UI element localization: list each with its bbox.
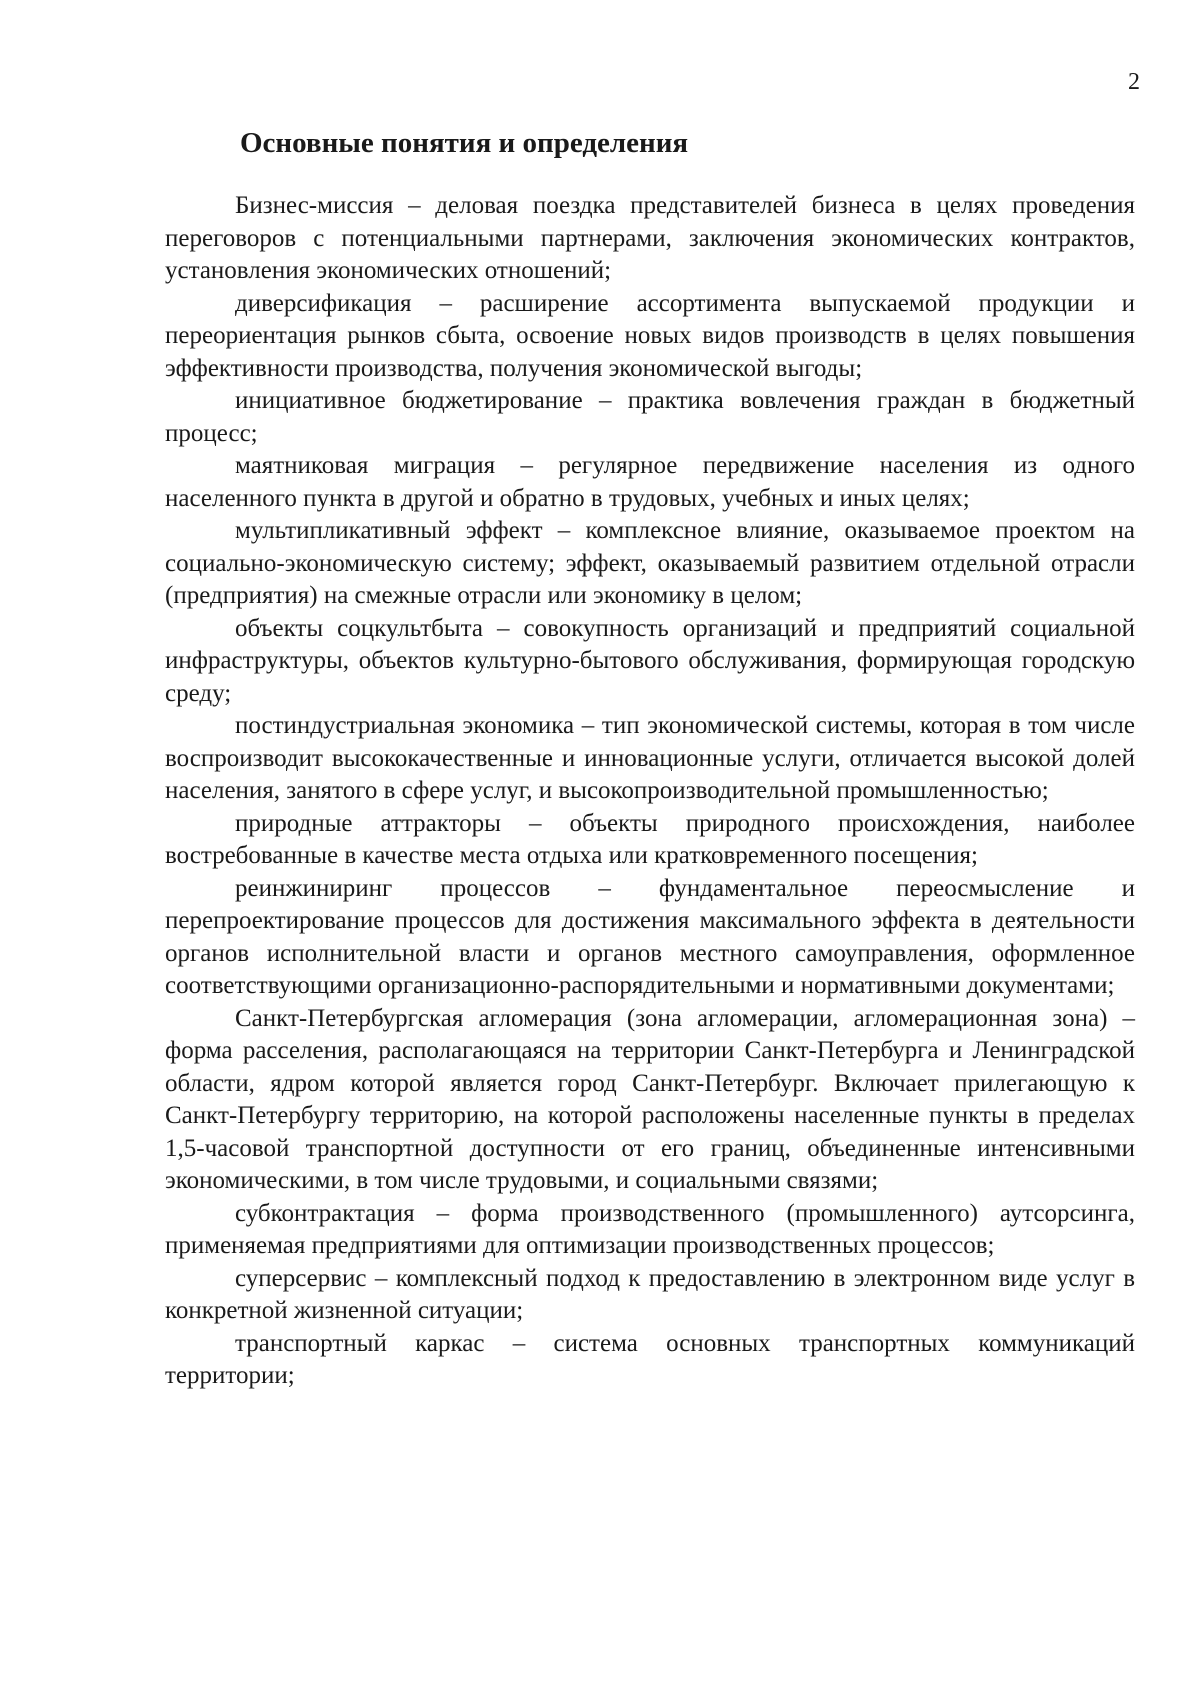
definition-spb-agglomeration: Санкт-Петербургская агломерация (зона агломерации, агломерационная зона) – форма расселения, располагающаяся на территории Санкт-Петербурга и Ленинградской области, ядром которой является город Санкт-Петербург. Включает прилегающую к Санкт-Петербургу территорию, на которой расположены населенные пункты в пределах 1,5-часовой транспортной доступности от его границ, объединенные интенсивными экономическими, в том числе трудовыми, и социальными связями; <box>165 1004 1135 1194</box>
definition-social-cultural-facilities: объекты соцкультбыта – совокупность организаций и предприятий социальной инфраструктуры, объектов культурно-бытового обслуживания, формирующая городскую среду; <box>165 614 1135 707</box>
page-number: 2 <box>1128 69 1140 95</box>
definition-business-mission: Бизнес-миссия – деловая поездка представителей бизнеса в целях проведения переговоров с потенциальными партнерами, заключения экономических контрактов, установления экономических отношений; <box>165 192 1135 284</box>
definition-initiative-budgeting: инициативное бюджетирование – практика вовлечения граждан в бюджетный процесс; <box>165 387 1135 447</box>
definitions-list <box>165 190 1135 1393</box>
definition-multiplier-effect: мультипликативный эффект – комплексное влияние, оказываемое проектом на социально-экономическую систему; эффект, оказываемый развитием отдельной отрасли (предприятия) на смежные отрасли или экономику в целом; <box>165 517 1135 609</box>
definition-process-reengineering: реинжиниринг процессов – фундаментальное переосмысление и перепроектирование процессов для достижения максимального эффекта в деятельности органов исполнительной власти и органов местного самоуправления, оформленное соответствующими организационно-распорядительными и нормативными документами; <box>165 874 1135 999</box>
definition-diversification: диверсификация – расширение ассортимента выпускаемой продукции и переориентация рынков сбыта, освоение новых видов производств в целях повышения эффективности производства, получения экономической выгоды; <box>165 289 1135 382</box>
definition-subcontracting: субконтрактация – форма производственного (промышленного) аутсорсинга, применяемая предприятиями для оптимизации производственных процессов; <box>165 1199 1135 1259</box>
definition-transport-framework: транспортный каркас – система основных транспортных коммуникаций территории; <box>165 1329 1135 1389</box>
definition-postindustrial-economy: постиндустриальная экономика – тип экономической системы, которая в том числе воспроизводит высококачественные и инновационные услуги, отличается высокой долей населения, занятого в сфере услуг, и высокопроизводительной промышленностью; <box>165 712 1135 804</box>
definition-natural-attractors: природные аттракторы – объекты природного происхождения, наиболее востребованные в качестве места отдыха или кратковременного посещения; <box>165 809 1135 869</box>
definition-pendulum-migration: маятниковая миграция – регулярное передвижение населения из одного населенного пункта в другой и обратно в трудовых, учебных и иных целях; <box>165 452 1135 512</box>
definition-superservice: суперсервис – комплексный подход к предоставлению в электронном виде услуг в конкретной жизненной ситуации; <box>165 1264 1135 1324</box>
page-title: Основные понятия и определения <box>240 127 689 159</box>
